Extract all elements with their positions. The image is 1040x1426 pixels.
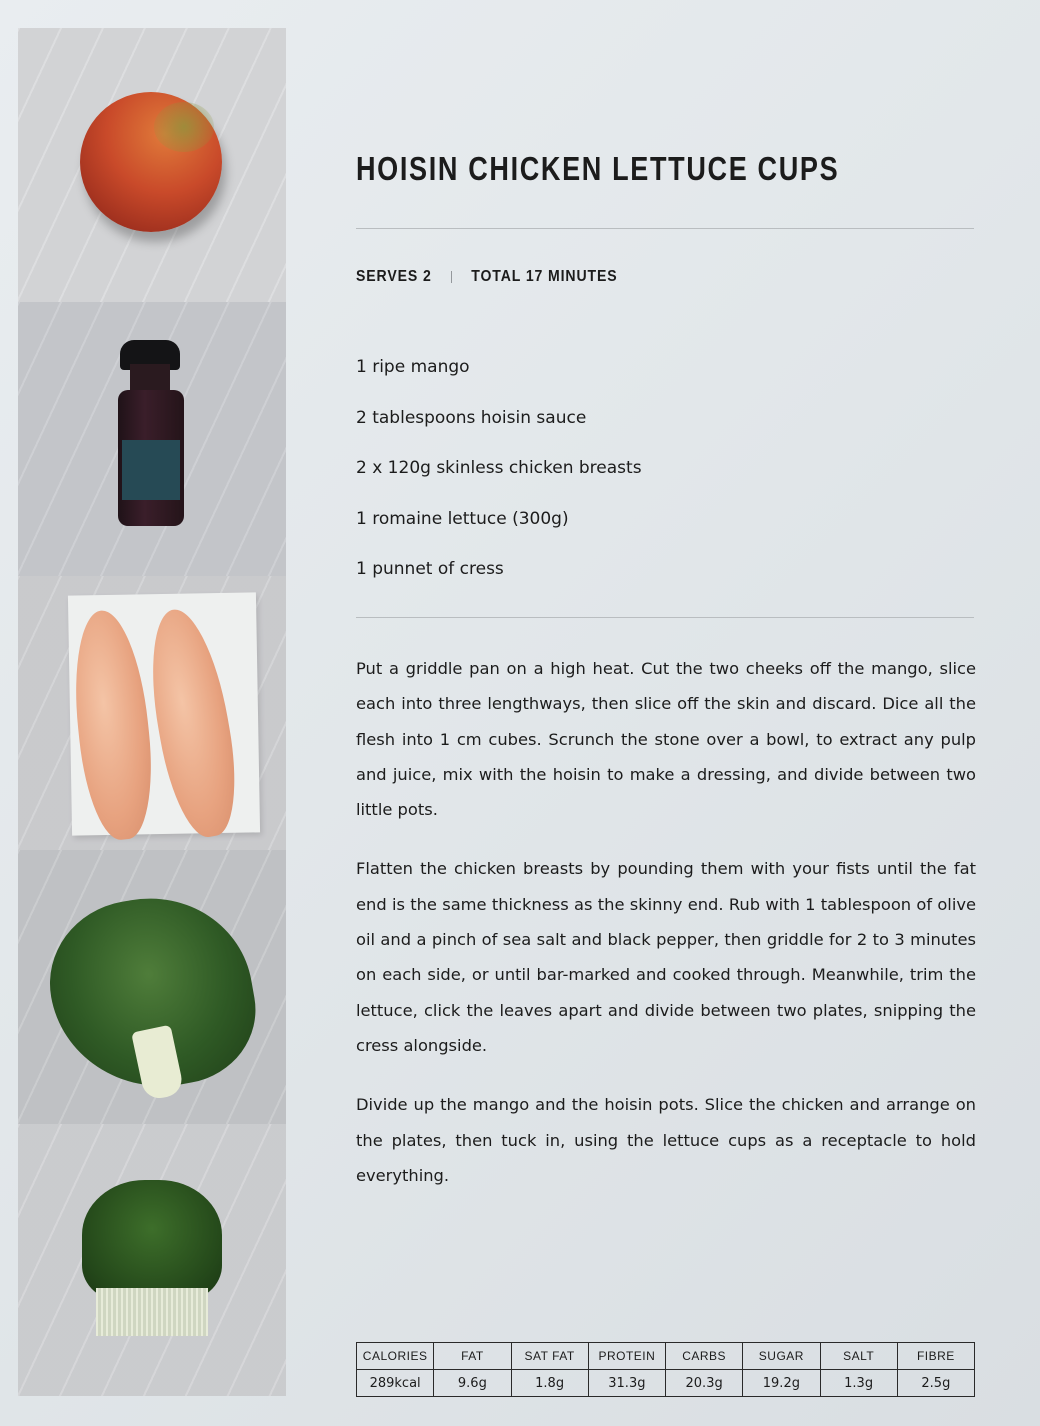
nutrition-header-row — [357, 1343, 975, 1370]
cress-leaves-image — [82, 1180, 222, 1302]
hoisin-bottle-label — [122, 440, 180, 500]
recipe-meta — [356, 268, 618, 286]
mango-image — [80, 92, 222, 232]
serves-label: SERVES 2 — [356, 268, 432, 285]
method-section — [356, 651, 976, 1217]
ingredient-item: 1 romaine lettuce (300g) — [356, 508, 569, 529]
nutrition-header-protein: PROTEIN — [588, 1343, 665, 1370]
method-step: Divide up the mango and the hoisin pots. Slice the chicken and arrange on the plates, then tuck in, using the lettuce cups as a receptacle to hold everything. — [356, 1095, 976, 1185]
recipe-title: HOISIN CHICKEN LETTUCE CUPS — [356, 150, 840, 187]
nutrition-header-calories: CALORIES — [357, 1343, 434, 1370]
title-divider — [356, 228, 974, 229]
ingredient-item: 1 punnet of cress — [356, 559, 504, 579]
nutrition-value-row — [357, 1370, 975, 1397]
nutrition-header-fat: FAT — [434, 1343, 511, 1370]
nutrition-value-calories: 289kcal — [357, 1370, 434, 1397]
nutrition-header-salt: SALT — [820, 1343, 897, 1370]
nutrition-table — [356, 1342, 975, 1397]
nutrition-value-salt: 1.3g — [820, 1370, 897, 1397]
ingredient-item: 1 ripe mango — [356, 357, 470, 377]
nutrition-value-sat-fat: 1.8g — [511, 1370, 588, 1397]
nutrition-header-carbs: CARBS — [666, 1343, 743, 1370]
total-time-label: TOTAL 17 MINUTES — [471, 268, 618, 285]
nutrition-header-fibre: FIBRE — [897, 1343, 974, 1370]
meta-separator — [451, 271, 452, 283]
ingredient-item: 2 tablespoons hoisin sauce — [356, 407, 587, 428]
nutrition-value-fat: 9.6g — [434, 1370, 511, 1397]
ingredient-list — [356, 355, 642, 608]
ingredient-item: 2 x 120g skinless chicken breasts — [356, 458, 642, 478]
nutrition-value-carbs: 20.3g — [666, 1370, 743, 1397]
nutrition-header-sat-fat: SAT FAT — [511, 1343, 588, 1370]
nutrition-header-sugar: SUGAR — [743, 1343, 820, 1370]
nutrition-value-sugar: 19.2g — [743, 1370, 820, 1397]
cress-stems-image — [96, 1288, 208, 1336]
nutrition-value-fibre: 2.5g — [897, 1370, 974, 1397]
ingredient-photo-strip — [18, 28, 286, 1396]
method-step: Put a griddle pan on a high heat. Cut the two cheeks off the mango, slice each into three lengthways, then slice off the skin and discard. Dice all the flesh into 1 cm cubes. Scrunch the stone over a bowl, to extract any pulp and juice, mix with the hoisin to make a dressing, and divide between two little pots. — [356, 659, 976, 820]
nutrition-value-protein: 31.3g — [588, 1370, 665, 1397]
ingredients-divider — [356, 617, 974, 618]
method-step: Flatten the chicken breasts by pounding them with your fists until the fat end is the same thickness as the skinny end. Rub with 1 tablespoon of olive oil and a pinch of sea salt and black pepper, then griddle for 2 to 3 minutes on each side, or until bar-marked and cooked through. Meanwhile, trim the lettuce, click the leaves apart and divide between two plates, snipping the cress alongside. — [356, 859, 976, 1055]
